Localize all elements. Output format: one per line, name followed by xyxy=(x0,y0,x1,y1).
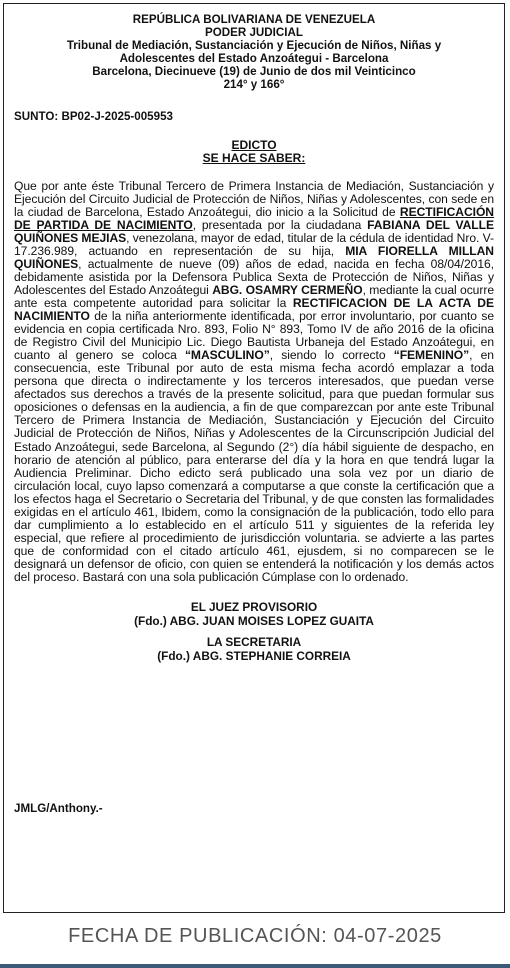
judge-title: EL JUEZ PROVISORIO xyxy=(190,600,318,615)
body-bold-defender: ABG. OSAMRY CERMEÑO xyxy=(212,282,363,297)
initials: JMLG/Anthony.- xyxy=(14,802,103,815)
body-text-7: , siendo lo correcto xyxy=(269,348,394,363)
header-years: 214° y 166° xyxy=(223,78,285,92)
edict-frame xyxy=(3,3,505,913)
edict-title xyxy=(4,139,504,166)
bottom-bar xyxy=(0,964,510,968)
header-court-line-1: Tribunal de Mediación, Sustanciación y Ejecución de Niños, Niñas y xyxy=(66,39,442,53)
header-branch: PODER JUDICIAL xyxy=(205,26,303,40)
judge-name: (Fdo.) ABG. JUAN MOISES LOPEZ GUAITA xyxy=(134,613,374,628)
body-bold-femenino: “FEMENINO” xyxy=(393,348,470,363)
body-text-5: , mediante la cual ocurre ante esta competente autoridad para solicitar la xyxy=(14,282,494,310)
body-bold-daughter: MIA FIORELLA MILLAN QUIÑONES xyxy=(14,243,494,271)
body-text-2: , presentada por la ciudadana xyxy=(192,217,368,232)
body-bold-rectificacion-partida: RECTIFICACIÓN DE PARTIDA DE NACIMIENTO xyxy=(14,204,494,232)
body-text-1: Que por ante éste Tribunal Tercero de Primera Instancia de Mediación, Sustanciación y Ejecución del Circuito Judicial de Protección de Niños, Niñas y Adolescentes, con sede en la ciudad de Barcelona, Estado Anzoátegui, dio inicio a la Solicitud de xyxy=(14,178,494,219)
judge-signature xyxy=(4,601,504,628)
body-text-4: , actualmente de nueve (09) años de edad, nacida en fecha 08/04/2016, debidamente asistida por la Defensora Publica Sexta de Protección de Niños, Niñas y Adolescentes del Estado Anzoátegui xyxy=(14,256,494,297)
secretary-signature xyxy=(4,636,504,663)
header-court-line-2: Adolescentes del Estado Anzoátegui - Barcelona xyxy=(119,52,389,66)
body-text-3: , venezolana, mayor de edad, titular de la cédula de identidad Nro. V-17.236.989, actuando en representación de su hija, xyxy=(14,230,494,258)
header-country: REPÚBLICA BOLIVARIANA DE VENEZUELA xyxy=(132,13,376,26)
body-text-6: de la niña anteriormente identificada, por error involuntario, por cuanto se evidencia en copia certificada Nro. 893, Folio N° 893, Tomo IV de año 2016 de la oficina de Registro Civil del Municipio Lic. Diego Bautista Urbaneja del Estado Anzoátegui, en cuanto al genero se coloca xyxy=(14,309,494,363)
title-edicto: EDICTO xyxy=(231,137,277,152)
publication-date: FECHA DE PUBLICACIÓN: 04-07-2025 xyxy=(68,925,442,947)
secretary-name: (Fdo.) ABG. STEPHANIE CORREIA xyxy=(157,648,351,663)
court-header xyxy=(4,13,504,92)
body-bold-rectificacion-acta: RECTIFICACION DE LA ACTA DE NACIMIENTO xyxy=(14,295,494,324)
body-text-8: , en consecuencia, este Tribunal por auto de esta misma fecha acordó emplazar a toda persona que directa o indirectamente y los terceros interesados, que puedan verse afectados sus derechos a través de la presente solicitud, para que puedan formular sus oposiciones o defensas en la audiencia, a fin de que comparezcan por ante este Tribunal Tercero de Primera Instancia de Mediación, Sustanciación y Ejecución del Circuito Judicial de Protección de Niños, Niñas y Adolescentes de la Circunscripción Judicial del Estado Anzoátegui, sede Barcelona, al Segundo (2°) día hábil siguiente de despacho, en horario de atención al público, para enterarse del día y la hora en que tendrá lugar la Audiencia Preliminar. Dicho edicto será publicado una sola vez por un diario de circulación local, cuyo lapso comenzará a computarse a que conste la certificación que a los efectos haga el Secretario o Secretaria del Tribunal, y de que consten las formalidades exigidas en el artículo 461, Ibidem, como la consignación de la publicación, todo ello para dar cumplimiento a lo establecido en el artículo 511 y siguientes de la referida ley especial, que refiere al procedimiento de jurisdicción voluntaria. se advierte a las partes que de conformidad con el citado artículo 461, ejusdem, si no comparecen se le designará un defensor de oficio, con quien se entenderá la notificación y los demás actos del proceso. Bastará con una sola publicación Cúmplase con lo ordenado. xyxy=(14,348,494,584)
body-bold-masculino: “MASCULINO” xyxy=(184,348,270,363)
case-number: SUNTO: BP02-J-2025-005953 xyxy=(14,109,173,123)
title-se-hace-saber: SE HACE SABER: xyxy=(202,151,306,166)
secretary-title: LA SECRETARIA xyxy=(206,635,302,650)
edict-body xyxy=(14,180,494,584)
body-bold-applicant: FABIANA DEL VALLE QUIÑONES MEJIAS xyxy=(14,217,494,245)
header-date: Barcelona, Diecinueve (19) de Junio de dos mil Veinticinco xyxy=(92,65,416,79)
